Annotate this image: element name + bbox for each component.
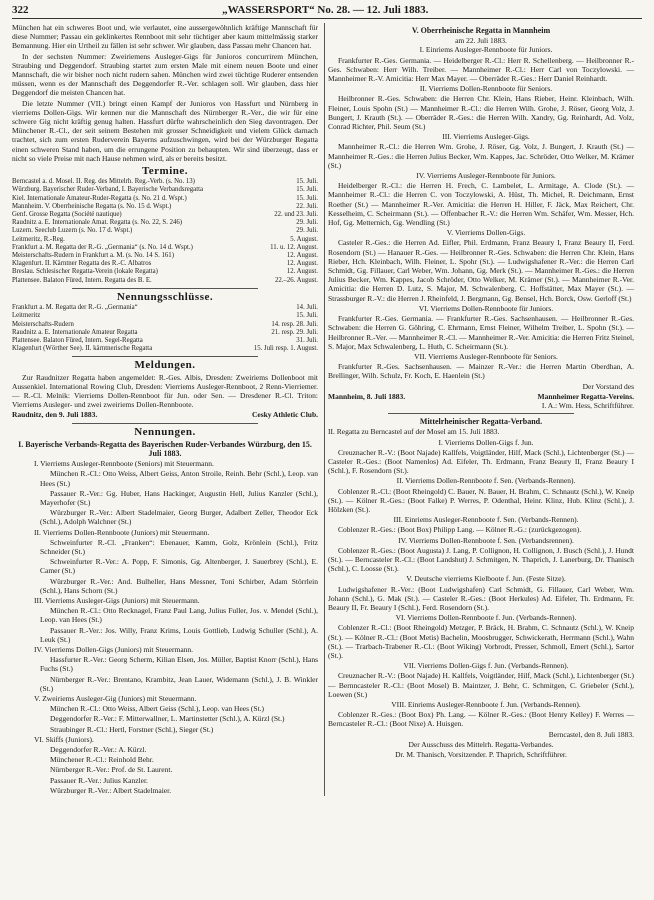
- race-entry: Nürnberger R.-Ver.: Prof. de St. Laurent.: [50, 765, 173, 775]
- race-heading: VII. Vierriems Ausleger-Rennboote für Seniors.: [414, 351, 558, 361]
- termine-row-date: 22. Juli.: [296, 202, 318, 210]
- nennungsschluss-row-event: Meisterschafts-Rudern: [12, 320, 74, 328]
- race-entry: Creuznacher R.-V.: (Boot Najade) H. Kallfels, Voigtländer, Hilf, Mack (Schl.), Lichtenberger (St.) — Bernncasteler R.-Cl.: (Boot Mosel) B. Maintzer, J. Behr, C. Schmitgen, C. Griebeler (Schl.), Loewen (St.): [328, 671, 634, 699]
- race-entry: Passauer R.-Ver.: Gg. Huber, Hans Hackinger, Augustin Hell, Julius Kanzler (Schl.), Mayerhofer (St.): [40, 488, 318, 507]
- divider-rule: [72, 288, 258, 289]
- termine-row-event: Raudnitz a. E. Internationale Amat. Regatta (s. No. 22, S. 246): [12, 219, 183, 227]
- race-heading: IV. Vierriems Dollen-Rennboote f. Sen. (Verbandsrennen).: [398, 535, 574, 545]
- meldungen-signature: [12, 410, 318, 419]
- divider-rule: [72, 423, 258, 424]
- race-entry: Würzburger R.-Ver.: Albert Stadelmaier, Georg Burger, Adalbert Zeller, Theodor Eck (Schl.), Adolph Walchner (St.): [40, 508, 318, 527]
- termine-row-event: Genf. Grosse Regatta (Société nautique): [12, 211, 122, 219]
- nennungsschluss-row-date: 31. Juli.: [296, 336, 318, 344]
- race-heading: III. Vierriems Ausleger-Gigs.: [442, 132, 530, 142]
- nennungsschluss-row: [12, 337, 318, 345]
- race-heading: VI. Vierriems Dollen-Rennboote für Juniors.: [418, 303, 554, 313]
- nennungsschluss-row-date: 14. Juli.: [296, 304, 318, 312]
- termine-row-event: Mannheim. V. Oberrheinische Regatta (s. No. 15 d. Wspt.): [12, 202, 172, 210]
- termine-row-date: 22. und 23. Juli.: [274, 211, 318, 219]
- race-heading: III. Einriems Ausleger-Rennboote f. Sen. (Verbands-Rennen).: [393, 515, 579, 525]
- race-entry: München R.-Cl.: Otto Recknagel, Franz Paul Lang, Julius Fuller, Jos. v. Mendel (Schl.), Leop. van Hees (St.): [40, 606, 318, 625]
- race-entry: Frankfurter R.-Ges. Sachsenhausen. — Mainzer R.-Ver.: die Herren Martin Oberdhan, A. Brellinger, Wilh. Schulz, Fr. Koch, E. Haenlein (St.): [328, 362, 634, 381]
- nennungsschluss-row-event: Leitmeritz: [12, 312, 41, 320]
- mittel-closing: Der Ausschuss des Mittelrh. Regatta-Verbandes.: [408, 739, 554, 749]
- race-entry: Heilbronner R.-Ges. Schwaben: die Herren Chr. Klein, Hans Rieber, Heinr. Kleinbach, Wilh. Fleiner, Louis Spohn (St.) — Mannheimer R.-Cl.: die Herren Wilh. Grohe, J. Röser, Georg Volz, J. Bungert, J. Krauth (St.). — Oberräder R.-Ges.: die Herren Wilh. Xandry, Gg. Reinhardt, Ad. Volz, Conrad Richter, Phil. Seum (St.): [328, 94, 634, 132]
- race-heading: II. Vierriems Dollen-Rennboote (Juniors) mit Steuermann.: [34, 527, 210, 537]
- termine-row-event: Leitmeritz, R.-Reg.: [12, 235, 65, 243]
- termine-row-event: Frankfurt a. M. Regatta der R.-G. „Germania“ (s. No. 14 d. Wspt.): [12, 243, 193, 251]
- termine-row-date: 22.–26. August.: [274, 276, 318, 284]
- race-entry: Passauer R.-Ver.: Julius Kanzler.: [50, 775, 148, 785]
- race-entry: Coblenzer R.-Ges.: (Boot Box) Philipp Lang. — Kölner R.-G.: (zurückgezogen).: [338, 525, 582, 535]
- race-entry: Heidelberger R.-Cl.: die Herren H. Frech, C. Lambelet, L. Armitage, A. Clode (St.). — Mannheimer R.-Cl.: die Herren C. von Toczylowski, A. Hüst, Th. Michel, R. Deichmann, Ernst Roether (St.) — Mannheimer R.-Ver. Amicitia: die Herren H. Hiller, F. Jäck, Max Reichert, Chr. Kesselheim, C. Scheirmann (St.). — Offenbacher R.-V.: die Herren Wm. Schäfer, Wm. Messer, Hch. Hof, Gg. Metternich, Gg. Wendling (St.): [328, 181, 634, 228]
- race-entry: Nürnberger R.-Ver.: Brentano, Krambitz, Jean Lauer, Widemann (Schl.), J. B. Winkler (St.): [40, 674, 318, 693]
- running-title: „WASSERSPORT“ No. 28. — 12. Juli 1883.: [222, 4, 429, 16]
- termine-row: [12, 277, 318, 285]
- race-entry: Würzburger R.-Ver.: And. Bulheller, Hans Messner, Toni Schirber, Adam Störrlein (Schl.), Hans Schorn (St.): [40, 576, 318, 595]
- race-entry: Mannheimer R.-Cl.: die Herren Wm. Grohe, J. Röser, Gg. Volz, J. Bungert, J. Krauth (St.) — Mannheimer R.-Ges.: die Herren Julius Becker, Wm. Kappes, Jac. Schröder, Otto Welker, M. Krämer (St.): [328, 142, 634, 170]
- termine-row-event: Kiel. Internationale Amateur-Ruder-Regatta (s. No. 21 d. Wspt.): [12, 194, 187, 202]
- nennungsschluss-row: [12, 312, 318, 320]
- termine-row-date: 29. Juli.: [296, 219, 318, 227]
- race-heading: VI. Skiffs (Juniors).: [34, 734, 94, 744]
- termine-row: [12, 195, 318, 203]
- termine-row-event: Berncastel a. d. Mosel. II. Reg. des Mittelrh. Reg.-Verb. (s. No. 13): [12, 178, 195, 186]
- termine-row: [12, 219, 318, 227]
- body-paragraph: In der sechsten Nummer: Zweiriemens Ausleger-Gigs für Junioros concurrirem München, Straubing und Deggendorf. Straubing startet zum ersten Male mit einem neuen Boote und einer Mannschaft, die wir bisher noch nicht rudern sahen. München wird zwei tüchtige Ruderer entsenden müssen, wenn es der Mannschaft des Deggendorfer R.-Ver. schlagen soll. Wir glauben, dass hier Deggendorf die meisten Chancen hat.: [12, 51, 318, 98]
- race-entry: Coblenzer R.-Cl.: (Boot Rheingold) C. Bauer, N. Bauer, H. Brahm, C. Schnautz (Schl.), W. Kneip (St.). — Kölner R.-Ges.: (Boot Falke) P. Werres, P. Odenthal, Heinr. Klinz, Hub. Klinz (Schl.), J. Hölzken (St.).: [328, 486, 634, 514]
- nennungsschluss-row: [12, 345, 318, 353]
- termine-row-date: 12. August.: [286, 252, 318, 260]
- nennungsschluesse-heading: Nennungsschlüsse.: [116, 290, 214, 303]
- race-entry: Schweinfurter R.-Ver.: A. Popp, F. Simonis, Gg. Altenberger, J. Sauerbrey (Schl.), E. Camer (St.): [40, 557, 318, 576]
- body-paragraph: München hat ein schweres Boot und, wie verlautet, eine aussergewöhnlich kräftige Mannschaft für diese Nummer; Passau ein geklinkertes Rennboot mit sehr tüchtiger aber kaum mittelmässig starker Bemannung. Hier ein Urtheil zu fällen ist sehr schwer. Wir glauben, dass Passau mehr Chancen hat.: [12, 23, 318, 51]
- termine-row-date: 5. August.: [290, 235, 318, 243]
- closing-signature: [328, 392, 634, 401]
- race-heading: V. Zweiriems Ausleger-Gig (Juniors) mit Steuermann.: [34, 694, 197, 704]
- meldungen-club: Cesky Athletic Club.: [251, 410, 318, 420]
- termine-row: [12, 252, 318, 260]
- race-entry: München R.-Cl.: Otto Weiss, Albert Geiss (Schl.), Leop. van Hees (St.): [50, 704, 265, 714]
- divider-rule: [388, 413, 574, 414]
- race-entry: Hassfurter R.-Ver.: Georg Scherm, Kilian Elsen, Jos. Müller, Baptist Knorr (Schl.), Hans Fuchs (St.): [40, 655, 318, 674]
- termine-row-date: 15. Juli.: [296, 186, 318, 194]
- race-heading: II. Vierriems Dollen-Rennboote f. Sen. (Verbands-Rennen).: [396, 476, 576, 486]
- race-entry: Coblenzer R.-Cl.: (Boot Rheingold) Metzger, P. Bräck, H. Brahm, C. Schnautz (Schl.), W. Kneip (St.). — Kölner R.-Cl.: (Boot Metis) Bachelin, Moosbrugger, Schwickerath, Herrmann (Schl.), Wahn (St.). — Trarbach-Trabener R.-Cl.: (Boot Wiking) Vorbrodt, Presser, Schmoll, Emert (Schl.), Sartor (St.).: [328, 623, 634, 660]
- race-entry: Deggendorfer R.-Ver.: F. Mitterwallner, L. Martinstetter (Schl.), A. Kürzl (St.): [50, 714, 285, 724]
- termine-row-event: Breslau. Schlesischer Regatta-Verein (lokale Regatta): [12, 268, 158, 276]
- mittel-subtitle: II. Regatta zu Berncastel auf der Mosel am 15. Juli 1883.: [328, 427, 500, 437]
- race-entry: Münchener R.-Cl.: Reinhold Behr.: [50, 755, 154, 765]
- termine-row-date: 12. August.: [286, 260, 318, 268]
- race-entry: Frankfurter R.-Ges. Germania. — Heidelberger R.-Cl.: Herr R. Schellenberg. — Heilbronner R.-Ges. Schwaben: Herr Wilh. Treiber. — Mannheimer R.-Cl.: Herr Carl von Toczylowski. — Mannheimer R.-V. Amicitia: Herr Max Mayer. — Oberräder R.-Ges.: Herr Daniel Reinhardt.: [328, 55, 634, 84]
- nennungsschluss-row-date: 15. Juli resp. 1. August.: [253, 345, 318, 353]
- termine-row-event: Luzern. Seeclub Luzern (s. No. 17 d. Wspt.): [12, 227, 133, 235]
- mittel-signature: Dr. M. Thanisch, Vorsitzender. P. Thaprich, Schriftführer.: [395, 750, 567, 760]
- nennungsschluss-row-event: Raudnitz a. E. Internationale Amateur Regatta: [12, 328, 138, 336]
- body-paragraph: Die letzte Nummer (VII.) bringt einen Kampf der Junioros von Hassfurt und Nürnberg in vierriems Dollen-Gigs. Wir kennen nur die Mannschaft des Nürnberger R.-Ver., die wir für eine schwere Gig nicht kräftig genug halten. Hassfurt dürfte wahrscheinlich den Sieg davontragen. Der Münchener R.-Cl., der seit seinem Bestehen mit grosser Schneidigkeit und vielem Glück darnach trachtet, sich zum ersten Ruderverein Bayerns aufzuschwingen, wird bei der Würzburger Regatta einen schweren Stand haben, um die errungene Position zu behaupten. Wir sind überzeugt, dass er nicht so viele Preise mit nach Hause nehmen wird, als er bereits besitzt.: [12, 98, 318, 163]
- race-entry: Frankfurter R.-Ges. Germania. — Frankfurter R.-Ges. Sachsenhausen. — Heilbronner R.-Ges. Schwaben: die Herren G. Göhring, C. Ehrmann, Ernst Fleiner, Wilhelm Treiber, L. Spohn (St.). — Heilbronner R.-Ver. — Mannheimer R.-Cl. — Mannheimer R.-Ver. Amicitia: die Herren Fritz Steinel, S. Major, Max Schwalenberg, L. Huth, C. Scheirmann (St.).: [328, 314, 634, 351]
- races-list: [12, 459, 318, 795]
- race-heading: VI. Vierriems Dollen-Rennboote f. Jun. (Verbands-Rennen).: [395, 613, 577, 623]
- race-entry: Coblenzer R.-Ges.: (Boot Box) Ph. Lang. — Kölner R.-Ges.: (Boot Henry Kelley) F. Werres — Berncasteler R.-Cl.: (Boot Nixe) A. Huisgen.: [328, 710, 634, 729]
- race-heading: IV. Vierriems Ausleger-Rennboote für Juniors.: [416, 171, 556, 181]
- race-heading: III. Vierriems Ausleger-Gigs (Juniors) mit Steuermann.: [34, 595, 200, 605]
- termine-row-event: Klagenfurt. II. Kärntner Regatta des R.-C. Albatros: [12, 260, 152, 268]
- mittel-entries: [328, 438, 634, 729]
- race-entry: Deggendorfer R.-Ver.: A. Kürzl.: [50, 745, 147, 755]
- meldungen-text: Zur Raudnitzer Regatta haben angemeldet: R.-Ges. Albis, Dresden: Zweiriems Dollenboot mit Aussenkiel. International Rowing Club, Dresden: Vierriems Ausleger-Rennboot, 2 Renn-Vierriemer. — R.-Cl. Melnik: Vierriems Dollen-Rennboot für Jun. oder Sen. — Dresdener R.-Cl. Triton: Vierriems Ausleger- und zwei zweiriems Dollen-Rennboote.: [12, 372, 318, 410]
- race-heading: II. Vierriems Dollen-Rennboote für Seniors.: [419, 84, 553, 94]
- race-heading: V. Vierriems Dollen-Gigs.: [446, 228, 526, 238]
- divider-rule: [72, 356, 258, 357]
- meldungen-heading: Meldungen.: [134, 359, 196, 372]
- termine-row-date: 15. Juli.: [296, 194, 318, 202]
- race-heading: IV. Vierriems Dollen-Gigs (Juniors) mit Steuermann.: [34, 645, 194, 654]
- termine-heading: Termine.: [141, 165, 189, 178]
- race-heading: I. Vierriems Dollen-Gigs f. Jun.: [438, 437, 534, 447]
- right-column: [328, 23, 634, 796]
- race-entry: Würzburger R.-Ver.: Albert Stadelmaier.: [50, 785, 172, 795]
- nennungsschluss-row-event: Plattensee. Balaton Füred, Intern. Segel-Regatta: [12, 336, 143, 344]
- race-entry: Coblenzer R.-Ges.: (Boot Augusta) J. Lang, P. Collignon, H. Collignon, J. Busch (Schl.), J. Hundt (St.). — Berncasteler R.-Cl.: (Boot Landshut) J. Schmitgen, N. Thaprich, J. Lanerburg, Dr. Thanisch (Schl.), C. Loosse (St.).: [328, 545, 634, 574]
- race-heading: V. Deutsche vierriems Kielboote f. Jun. (Feste Sitze).: [406, 574, 566, 584]
- nennungsschluesse-list: [12, 304, 318, 353]
- race-entry: Straubinger R.-Cl.: Hertl, Forstner (Schl.), Sieger (St.): [50, 724, 214, 734]
- nennungsschluss-row-event: Klagenfurt (Wörther See). II. kärntnerische Regatta: [12, 345, 153, 353]
- race-heading: I. Vierriems Ausleger-Rennboote (Seniors) mit Steuermann.: [34, 459, 214, 469]
- race-heading: VII. Vierriems Dollen-Gigs f. Jun. (Verbands-Rennen).: [403, 661, 569, 671]
- termine-row: [12, 178, 318, 186]
- nennungsschluss-row-date: 14. resp. 28. Juli.: [271, 320, 318, 328]
- page-header: [12, 4, 642, 19]
- nennungsschluss-row: [12, 321, 318, 329]
- termine-row: [12, 211, 318, 219]
- termine-row-date: 29. Juli.: [296, 227, 318, 235]
- nennungsschluss-row-date: 21. resp. 29. Juli.: [271, 328, 318, 336]
- termine-row-event: Plattensee. Balaton Füred, Intern. Regatta des B. E.: [12, 276, 152, 284]
- left-column: [12, 23, 318, 796]
- mannheim-title: V. Oberrheinische Regatta in Mannheim: [411, 26, 551, 35]
- race-entry: Schweinfurter R.-Cl. „Franken“: Ebenauer, Kamm, Golz, Krönlein (Schl.), Fritz Schneider (St.): [40, 537, 318, 556]
- meldungen-place: Raudnitz, den 9. Juli 1883.: [12, 410, 98, 420]
- race-entry: Creuznacher R.-V.: (Boot Najade) Kallfels, Voigtländer, Hilf, Mack (Schl.), Lichtenberger (St.) — Casteler R.-Ges.: (Boot Namenlos) Ad. Eifeler, Th. Erdmann, Franz Beaury II, Franz Beaury I (Schl.), F. Rosendorn (St.).: [328, 447, 634, 476]
- mittel-title: Mittelrheinischer Regatta-Verband.: [419, 417, 543, 427]
- race-heading: I. Einriems Ausleger-Rennboote für Juniors.: [419, 45, 553, 55]
- column-divider: [324, 23, 325, 796]
- race-entry: Passauer R.-Ver.: Jos. Willy, Franz Krims, Louis Gottlieb, Ludwig Schuller (Schl.), A. Leuk (St.): [40, 625, 318, 644]
- page-number: 322: [12, 4, 29, 16]
- termine-row: [12, 244, 318, 252]
- termine-list: [12, 178, 318, 285]
- termine-row-event: Meisterschafts-Rudern in Frankfurt a. M. (s. No. 14 S. 161): [12, 252, 174, 260]
- nennungsschluss-row-event: Frankfurt a. M. Regatta der R.-G. „Germania“: [12, 304, 138, 312]
- nennungen-heading: Nennungen.: [134, 425, 196, 438]
- termine-row: [12, 236, 318, 244]
- termine-row: [12, 186, 318, 194]
- termine-row-date: 11. u. 12. August.: [270, 243, 318, 251]
- termine-row-event: Würzburg. Bayerischer Ruder-Verband, I. Bayerische Verbandsregatta: [12, 186, 203, 194]
- termine-row: [12, 260, 318, 268]
- closing-line: Der Vorstand des: [582, 381, 634, 391]
- termine-row-date: 12. August.: [286, 268, 318, 276]
- race-entry: München R.-Cl.: Otto Weiss, Albert Geiss, Anton Stroile, Reinh. Behr (Schl.), Leop. van Hees (St.): [40, 469, 318, 488]
- closing-place: Mannheim, 8. Juli 1883.: [328, 391, 406, 401]
- closing-org: Mannheimer Regatta-Vereins.: [537, 391, 634, 401]
- race-heading: VIII. Einriems Ausleger-Rennboote f. Jun. (Verbands-Rennen).: [391, 700, 581, 710]
- nennungen-subtitle: I. Bayerische Verbands-Regatta des Bayerischen Ruder-Verbandes Würzburg, den 15. Juli 1883.: [18, 439, 312, 458]
- mittel-place: Berncastel, den 8. Juli 1883.: [548, 729, 634, 739]
- nennungsschluss-row: [12, 304, 318, 312]
- two-columns: [12, 23, 642, 796]
- termine-row: [12, 227, 318, 235]
- mannheim-entries: [328, 45, 634, 380]
- termine-row: [12, 268, 318, 276]
- closing-sig: I. A.: Wm. Hess, Schriftführer.: [541, 400, 634, 410]
- nennungsschluss-row: [12, 329, 318, 337]
- termine-row-date: 15. Juli.: [296, 178, 318, 186]
- termine-row: [12, 203, 318, 211]
- mannheim-date: am 22. Juli 1883.: [455, 36, 507, 46]
- race-entry: Ludwigshafener R.-Ver.: (Boot Ludwigshafen) Carl Schmidt, G. Fillauer, Carl Weber, Wm. Johann (Schl.), G. Mak (St.). — Casteler R.-Ges.: (Boot Herkules) Ad. Eifeler, Th. Erdmann, Fr. Beaury II, Fr. Beaury I (Schl.), Ferd. Rosendorn (St.).: [328, 584, 634, 612]
- race-entry: Casteler R.-Ges.: die Herren Ad. Eifler, Phil. Erdmann, Franz Beaury I, Franz Beaury II, Ferd. Rosendorn (St.) — Hanauer R.-Ges. — Heilbronner R.-Ges. Schwaben: die Herren Chr. Klein, Hans Rieber, Hch. Kleinbach, Wilh. Fleiner, L. Spohr (St.). — Ludwigshafener R.-Ver.: die Herren Carl Schmidt, Gg. Fillauer, Carl Weber, Wm. Johann, Gg. Merk (St.). — Mannheimer R.-Ges.: die Herren Julius Becker, Wm. Kappes, Jacob Schröder, Otto Welker, M. Krämer (St.). — Mannheimer R.-Ver. Amicitia: die Herren D. Lutz, S. Major, M. Schwalenberg, C. Hoffstätter, Max Mayer (St.). — Strassburger R.-V.: die Herren J. Rheinfeld, J. Bergmann, Gg. Bensel, Hch. Borck, Osw. Gerloff (St.): [328, 238, 634, 303]
- nennungsschluss-row-date: 15. Juli.: [296, 312, 318, 320]
